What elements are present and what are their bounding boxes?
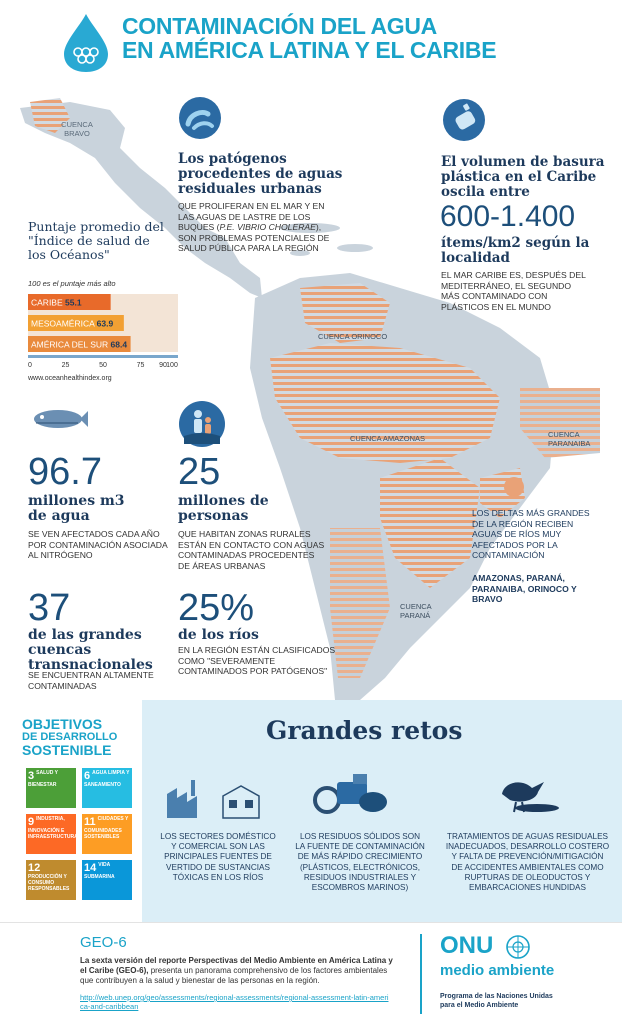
bar-label-2: AMÉRICA DEL SUR 68.4 bbox=[31, 339, 128, 350]
chart-axis bbox=[28, 355, 178, 358]
sdg-tile-3 bbox=[26, 768, 76, 808]
sdg-tile-9-label: INDUSTRIA, INNOVACIÓN E INFRAESTRUCTURA bbox=[28, 816, 78, 840]
sdg-title-line-2: DE DESARROLLO bbox=[22, 731, 118, 743]
sdg-tile-11-num: 11 bbox=[84, 816, 96, 828]
onu-medio-ambiente: medio ambiente bbox=[440, 962, 555, 979]
footer-link[interactable]: http://web.unep.org/geo/assessments/regional-assessments/regional-assessment-latin-america-and-caribbean bbox=[80, 993, 389, 1011]
pathogens-species: P.E. VIBRIO CHOLERAE bbox=[219, 222, 316, 232]
tick-label-1: 25 bbox=[61, 362, 70, 369]
stat-people-label: millones de personas bbox=[178, 493, 269, 524]
delta-marker-icon bbox=[503, 476, 525, 498]
sdg-tile-3-label: SALUD Y BIENESTAR bbox=[28, 770, 58, 788]
challenge-1-text: LOS SECTORES DOMÉSTICO Y COMERCIAL SON LAS PRINCIPALES FUENTES DE VERTIDO DE SUSTANCIAS TÓXICAS EN LOS RÍOS bbox=[160, 832, 276, 882]
sdg-tile-12 bbox=[26, 860, 76, 900]
tick-label-5: 100 bbox=[166, 362, 178, 369]
label-cuenca-orinoco: CUENCA ORINOCO bbox=[318, 332, 388, 341]
footer-text bbox=[80, 956, 400, 986]
stat-water-label: millones m3 de agua bbox=[28, 493, 125, 524]
stat-rivers-label: de los ríos bbox=[178, 627, 259, 643]
sdg-tile-12-label: PRODUCCIÓN Y CONSUMO RESPONSABLES bbox=[28, 874, 70, 892]
tick-label-0: 0 bbox=[28, 362, 32, 369]
plastic-bottle-icon bbox=[442, 98, 486, 142]
onu-logo-text: ONU bbox=[440, 932, 494, 959]
stat-people-number: 25 bbox=[178, 451, 221, 493]
oil-spill-bird-icon bbox=[492, 768, 562, 814]
ocean-index-heading: Puntaje promedio del "Índice de salud de los Océanos" bbox=[28, 219, 164, 262]
deltas-body: LOS DELTAS MÁS GRANDES DE LA REGIÓN RECIBEN AGUAS DE RÍOS MUY AFECTADOS POR LA CONTAMINACIÓN bbox=[472, 508, 590, 560]
sdg-tile-6-num: 6 bbox=[84, 770, 91, 782]
sdg-tile-3-num: 3 bbox=[28, 770, 35, 782]
bar-label-0: CARIBE 55.1 bbox=[31, 297, 82, 308]
fish-icon bbox=[28, 405, 88, 433]
bar-value-1: 63.9 bbox=[96, 318, 114, 329]
sdg-tile-6 bbox=[82, 768, 132, 808]
tick-label-3: 75 bbox=[136, 362, 145, 369]
sdg-title-line-1: OBJETIVOS bbox=[22, 716, 103, 732]
footer-text-bold: La sexta versión del reporte Perspectivas del Medio Ambiente en América Latina y el Caribe (GEO-6), bbox=[80, 956, 393, 975]
un-emblem-icon bbox=[505, 934, 531, 960]
ocean-index-note: 100 es el puntaje más alto bbox=[28, 279, 116, 288]
solid-waste-icon bbox=[313, 770, 393, 816]
pathogens-body-1: QUE PROLIFERAN EN EL MAR Y EN LAS AGUAS DE LASTRE DE LOS BUQUES ( bbox=[178, 201, 325, 232]
sdg-tile-9-num: 9 bbox=[28, 816, 35, 828]
stat-basins-body: SE ENCUENTRAN ALTAMENTE CONTAMINADAS bbox=[28, 670, 154, 691]
plastic-body: EL MAR CARIBE ES, DESPUÉS DEL MEDITERRÁNEO, EL SEGUNDO MÁS CONTAMINADO CON PLÁSTICOS EN EL MUNDO bbox=[441, 270, 586, 312]
sdg-tile-11 bbox=[82, 814, 132, 854]
title-line-2: EN AMÉRICA LATINA Y EL CARIBE bbox=[122, 37, 497, 63]
deltas-rivers: AMAZONAS, PARANÁ, PARANAIBA, ORINOCO Y BRAVO bbox=[472, 573, 577, 604]
sdg-tiles bbox=[26, 768, 138, 918]
footer-text-rest: presenta un panorama comprehensivo de los factores ambientales que contribuyen a la salud y bienestar de las personas en la región. bbox=[80, 966, 388, 985]
sdg-title-line-3: SOSTENIBLE bbox=[22, 742, 112, 758]
sdg-tile-6-label: AGUA LIMPIA Y SANEAMIENTO bbox=[84, 770, 130, 788]
stat-basins-number: 37 bbox=[28, 587, 71, 629]
footer-geo: GEO-6 bbox=[80, 934, 127, 951]
bar-value-0: 55.1 bbox=[65, 297, 82, 308]
sdg-tile-14-label: VIDA SUBMARINA bbox=[84, 862, 115, 880]
challenge-2-text: LOS RESIDUOS SÓLIDOS SON LA FUENTE DE CONTAMINACIÓN DE MÁS RÁPIDO CRECIMIENTO (PLÁSTICOS, ELECTRÓNICOS, RESIDUOS INDUSTRIALES Y ESCOMBROS MARINOS) bbox=[295, 832, 425, 893]
title-line-1: CONTAMINACIÓN DEL AGUA bbox=[122, 13, 437, 39]
stat-rivers-number: 25% bbox=[178, 587, 255, 629]
sdg-tile-14-num: 14 bbox=[84, 862, 97, 874]
ocean-index-bar-chart bbox=[28, 292, 188, 374]
page-title bbox=[122, 14, 612, 62]
stat-basins-label: de las grandes cuencas transnacionales bbox=[28, 627, 153, 673]
plastic-heading: El volumen de basura plástica en el Caribe oscila entre bbox=[441, 154, 605, 200]
plastic-range: 600-1.400 bbox=[440, 200, 576, 233]
sdg-tile-11-label: CIUDADES Y COMUNIDADES SOSTENIBLES bbox=[84, 816, 129, 840]
label-cuenca-bravo: CUENCA BRAVO bbox=[61, 120, 93, 138]
stat-water-number: 96.7 bbox=[28, 451, 102, 493]
factory-house-icon bbox=[165, 776, 265, 820]
sdg-title bbox=[22, 718, 117, 757]
challenges-title: Grandes retos bbox=[266, 716, 463, 745]
plastic-unit: ítems/km2 según la localidad bbox=[441, 235, 590, 266]
pathogens-body bbox=[178, 201, 338, 254]
footer-divider bbox=[420, 934, 422, 1014]
bar-value-2: 68.4 bbox=[110, 339, 128, 350]
onu-programa: Programa de las Naciones Unidas para el Medio Ambiente bbox=[440, 993, 553, 1009]
label-cuenca-parana: CUENCA PARANÁ bbox=[400, 602, 432, 620]
challenge-3-text: TRATAMIENTOS DE AGUAS RESIDUALES INADECUADOS, DESARROLLO COSTERO Y FALTA DE PREVENCIÓN/MITIGACIÓN DE ACCIDENTES AMBIENTALES COMO RUPTURAS DE OLEODUCTOS Y EMBARCACIONES HUNDIDAS bbox=[445, 832, 610, 893]
label-cuenca-amazonas: CUENCA AMAZONAS bbox=[350, 434, 426, 443]
tick-label-2: 50 bbox=[99, 362, 107, 369]
label-cuenca-paranaiba: CUENCA PARANAIBA bbox=[548, 430, 591, 448]
bar-label-1: MESOAMÉRICA 63.9 bbox=[31, 318, 114, 329]
water-drop-icon bbox=[62, 12, 110, 74]
sdg-tile-9 bbox=[26, 814, 76, 854]
sdg-tile-14 bbox=[82, 860, 132, 900]
stat-water-body: SE VEN AFECTADOS CADA AÑO POR CONTAMINACIÓN ASOCIADA AL NITRÓGENO bbox=[28, 529, 168, 560]
pathogens-body-2: ), SON PROBLEMAS POTENCIALES DE SALUD PÚBLICA PARA LA REGIÓN bbox=[178, 222, 330, 253]
tick-label-4: 90 bbox=[159, 362, 167, 369]
pathogens-heading: Los patógenos procedentes de aguas residuales urbanas bbox=[178, 151, 343, 197]
ocean-index-source: www.oceanhealthindex.org bbox=[28, 375, 112, 382]
header bbox=[0, 0, 622, 88]
people-icon bbox=[178, 400, 226, 448]
stat-rivers-body: EN LA REGIÓN ESTÁN CLASIFICADOS COMO "SEVERAMENTE CONTAMINADOS POR PATÓGENOS" bbox=[178, 645, 336, 676]
sdg-tile-12-num: 12 bbox=[28, 862, 41, 874]
bacteria-icon bbox=[178, 96, 222, 140]
stat-people-body: QUE HABITAN ZONAS RURALES ESTÁN EN CONTACTO CON AGUAS CONTAMINADAS PROCEDENTES DE ÁREAS URBANAS bbox=[178, 529, 325, 571]
